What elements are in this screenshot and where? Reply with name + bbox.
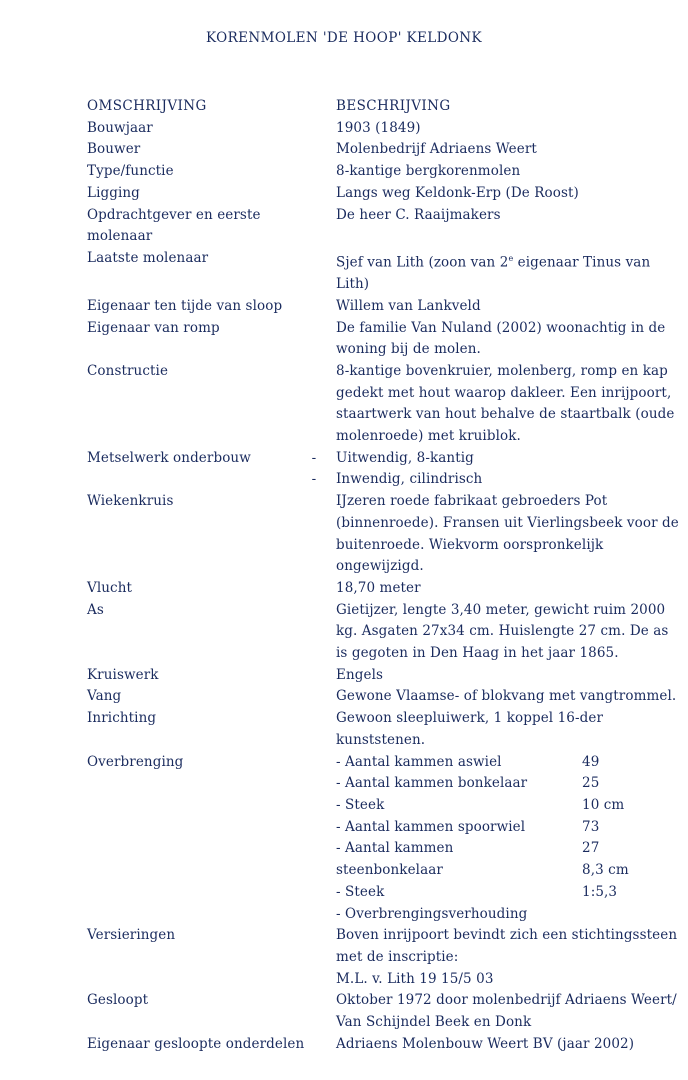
row-label: Eigenaar van romp xyxy=(87,319,220,336)
row-value-part: eigenaar Tinus van Lith) xyxy=(336,254,651,293)
table-row xyxy=(87,491,682,578)
bullet-dash: - xyxy=(311,471,317,488)
gear-item-label: - Overbrengingsverhouding xyxy=(336,905,528,922)
bullet-dash: - xyxy=(311,449,317,466)
gear-item xyxy=(336,773,682,795)
row-value-part: Sjef van Lith (zoon van 2 xyxy=(336,254,509,271)
gear-item xyxy=(336,860,682,882)
row-value: Boven inrijpoort bevindt zich een stichtingssteen met de inscriptie: xyxy=(336,927,678,965)
row-label: Wiekenkruis xyxy=(87,493,174,510)
row-value: Molenbedrijf Adriaens Weert xyxy=(336,141,537,158)
gear-item-label: - Steek xyxy=(336,797,385,813)
row-label: Opdrachtgever en eerste molenaar xyxy=(87,206,261,245)
row-label: Kruiswerk xyxy=(87,666,159,683)
row-label: Type/functie xyxy=(87,163,174,180)
row-label: Overbrenging xyxy=(87,753,184,770)
table-row xyxy=(87,752,682,926)
gear-item xyxy=(336,752,682,774)
gear-item-value: 49 xyxy=(582,753,600,770)
row-value: Inwendig, cilindrisch xyxy=(336,471,483,488)
row-value: Engels xyxy=(336,666,384,683)
table-row xyxy=(87,990,682,1033)
gear-item xyxy=(336,795,682,817)
table-row xyxy=(87,183,682,205)
specification-table xyxy=(87,96,682,1055)
gear-item-value: 27 xyxy=(582,840,600,857)
row-value: Gietijzer, lengte 3,40 meter, gewicht ruim 2000 kg. Asgaten 27x34 cm. Huislengte 27 cm. De as is gegoten in Den Haag in het jaar 1865. xyxy=(336,601,669,662)
table-row xyxy=(87,118,682,140)
gear-item xyxy=(336,904,682,926)
gear-item-value: 8,3 cm xyxy=(582,862,629,879)
row-value: M.L. v. Lith 19 15/5 03 xyxy=(336,970,494,987)
table-row xyxy=(87,925,682,990)
gear-item-value: 1:5,3 xyxy=(582,883,618,900)
gear-item xyxy=(336,882,682,904)
table-row xyxy=(87,296,682,318)
row-label: Eigenaar gesloopte onderdelen xyxy=(87,1035,305,1052)
row-value: Gewoon sleepluiwerk, 1 koppel 16-der kunststenen. xyxy=(336,710,604,748)
row-label: Gesloopt xyxy=(87,992,149,1009)
row-label: As xyxy=(87,601,104,618)
row-label: Vlucht xyxy=(87,579,133,596)
table-row xyxy=(87,139,682,161)
row-label: Bouwer xyxy=(87,141,141,158)
gear-item-label: - Aantal kammen xyxy=(336,840,454,857)
row-label: Ligging xyxy=(87,184,140,201)
header-beschrijving: BESCHRIJVING xyxy=(336,98,451,114)
row-value: Gewone Vlaamse- of blokvang met vangtrommel. xyxy=(336,688,677,705)
table-row xyxy=(87,665,682,687)
row-value: Willem van Lankveld xyxy=(336,297,481,314)
gear-item-value: 73 xyxy=(582,818,600,835)
gear-item-label: - Aantal kammen spoorwiel xyxy=(336,818,526,835)
document-title: KORENMOLEN 'DE HOOP' KELDONK xyxy=(205,30,482,46)
table-row xyxy=(87,708,682,751)
row-label: Laatste molenaar xyxy=(87,249,209,266)
table-row xyxy=(87,1034,682,1056)
gear-item-label: - Aantal kammen bonkelaar xyxy=(336,775,528,792)
row-value: De familie Van Nuland (2002) woonachtig in de woning bij de molen. xyxy=(336,319,666,358)
table-row xyxy=(87,448,682,491)
table-row xyxy=(87,318,682,361)
table-row xyxy=(87,361,682,448)
superscript: e xyxy=(508,253,514,263)
header-omschrijving: OMSCHRIJVING xyxy=(87,98,207,114)
row-value: IJzeren roede fabrikaat gebroeders Pot (binnenroede). Fransen uit Vierlingsbeek voor de buitenroede. Wiekvorm oorspronkelijk ongewijzigd. xyxy=(336,493,679,575)
row-value xyxy=(320,248,682,296)
row-value: 8-kantige bovenkruier, molenberg, romp en kap gedekt met hout waarop dakleer. Een inrijpoort, staartwerk van hout behalve de staartbalk (oude molenroede) met kruiblok. xyxy=(336,362,675,445)
gear-item xyxy=(336,838,682,860)
row-label: Vang xyxy=(87,688,122,705)
gear-item-label: steenbonkelaar xyxy=(336,862,443,879)
table-row xyxy=(87,205,682,248)
gear-item-value xyxy=(582,904,682,926)
table-row xyxy=(87,578,682,600)
row-value: Adriaens Molenbouw Weert BV (jaar 2002) xyxy=(336,1035,635,1052)
row-label: Bouwjaar xyxy=(87,119,153,136)
gear-item-value: 25 xyxy=(582,775,600,792)
row-label: Constructie xyxy=(87,362,169,379)
gear-item-value: 10 cm xyxy=(582,797,625,813)
row-value: Oktober 1972 door molenbedrijf Adriaens Weert/ Van Schijndel Beek en Donk xyxy=(336,992,677,1031)
row-label: Versieringen xyxy=(87,927,176,944)
row-value: 1903 (1849) xyxy=(336,119,421,136)
row-value: 8-kantige bergkorenmolen xyxy=(336,163,521,180)
table-row xyxy=(87,600,682,665)
table-row xyxy=(87,248,682,296)
gear-item-label: - Steek xyxy=(336,883,385,900)
row-label: Inrichting xyxy=(87,710,157,727)
row-value: De heer C. Raaijmakers xyxy=(336,206,501,223)
row-label: Eigenaar ten tijde van sloop xyxy=(87,297,283,314)
table-row xyxy=(87,686,682,708)
row-label: Metselwerk onderbouw xyxy=(87,449,251,466)
gear-item xyxy=(336,817,682,839)
table-row xyxy=(87,161,682,183)
row-value: 18,70 meter xyxy=(336,579,421,596)
row-value: Uitwendig, 8-kantig xyxy=(336,449,474,466)
table-header xyxy=(87,96,682,118)
row-value: Langs weg Keldonk-Erp (De Roost) xyxy=(336,184,579,201)
gear-item-label: - Aantal kammen aswiel xyxy=(336,753,502,770)
